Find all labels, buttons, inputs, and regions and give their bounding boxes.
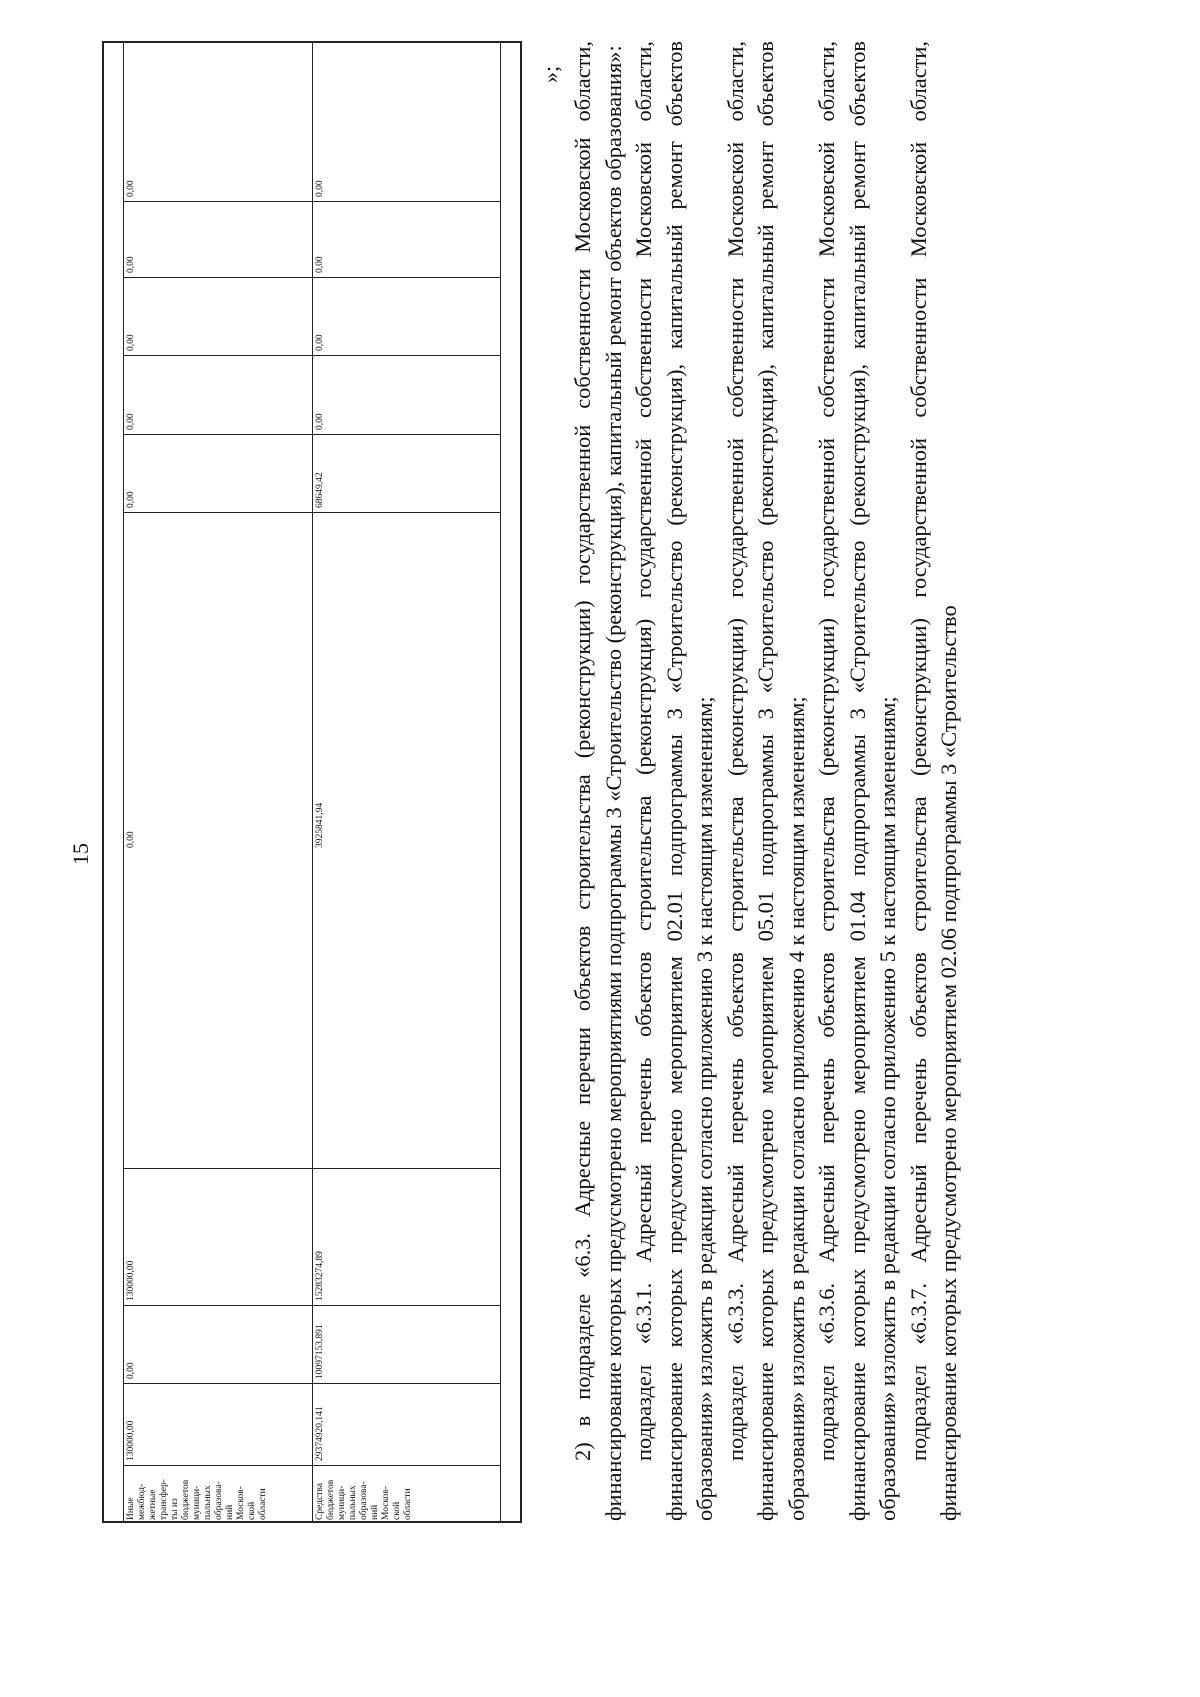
row2-value-1: 29374920,141 xyxy=(315,1406,325,1461)
row2-value-8: 0,00 xyxy=(315,256,325,273)
table-border-bottom xyxy=(520,41,522,1523)
paragraph-5: подраздел «6.3.7. Адресный перечень объектов строительства (реконструкции) государственной собственности Московской области, финансирование которых предусмотрено мероприятием 02.06 подпрограммы 3 «Строительство xyxy=(905,41,961,1521)
row1-value-6: 0,00 xyxy=(126,413,136,430)
amendment-text xyxy=(568,41,965,1521)
row1-value-1: 130000,00 xyxy=(126,1420,136,1461)
paragraph-4: подраздел «6.3.6. Адресный перечень объектов строительства (реконструкции) государственной собственности Московской области, финансирование которых предусмотрено мероприятием 01.04 подпрограммы 3 «Строительство (реконструкция), капитальный ремонт объектов образования» изложить в редакции согласно приложению 5 к настоящим изменениям; xyxy=(814,41,900,1521)
table-col-sep-6 xyxy=(123,434,500,435)
paragraph-2: подраздел «6.3.1. Адресный перечень объектов строительства (реконструкция) государственной собственности Московской области, финансирование которых предусмотрено мероприятием 02.01 подпрограммы 3 «Строительство (реконструкция), капитальный ремонт объектов образования» изложить в редакции согласно приложению 3 к настоящим изменениям; xyxy=(631,41,717,1521)
table-line-right-strip xyxy=(500,41,501,1523)
row2-value-2: 10097153,891 xyxy=(315,1324,325,1379)
row1-label: Иные межбюд- жетные трансфер- ты из бюджетов муници- пальных образова- ний Москов- ской области xyxy=(126,1479,268,1520)
table-col-sep-1 xyxy=(123,1465,500,1466)
row1-value-9: 0,00 xyxy=(126,180,136,197)
row1-value-2: 0,00 xyxy=(126,1362,136,1379)
row1-value-4: 0,00 xyxy=(126,831,136,848)
row2-value-7: 0,00 xyxy=(315,334,325,351)
row1-value-3: 130000,00 xyxy=(126,1260,136,1301)
row2-value-4: 3925841,94 xyxy=(315,802,325,848)
row2-value-6: 0,00 xyxy=(315,413,325,430)
row2-value-3: 15283274,89 xyxy=(315,1251,325,1301)
table-line-left-strip xyxy=(123,41,124,1523)
row2-value-5: 68649,42 xyxy=(315,472,325,508)
row1-value-7: 0,00 xyxy=(126,334,136,351)
table-row-separator xyxy=(312,41,313,1523)
table-col-sep-8 xyxy=(123,277,500,278)
table-col-sep-4 xyxy=(123,1168,500,1169)
table-col-sep-5 xyxy=(123,512,500,513)
paragraph-1: 2) в подразделе «6.3. Адресные перечни объектов строительства (реконструкции) государственной собственности Московской области, финансирование которых предусмотрено мероприятиями подпрограммы 3 «Строительство (реконструкция), капитальный ремонт объектов образования»: xyxy=(570,41,626,1521)
table-border-left xyxy=(102,1521,522,1523)
row1-value-5: 0,00 xyxy=(126,491,136,508)
row1-value-8: 0,00 xyxy=(126,256,136,273)
table-border-right xyxy=(102,41,522,43)
table-col-sep-3 xyxy=(123,1305,500,1306)
row2-value-9: 0,00 xyxy=(315,180,325,197)
table-col-sep-2 xyxy=(123,1383,500,1384)
budget-table xyxy=(102,41,522,1523)
row2-label: Средства бюджетов муници- пальных образова- ний Москов- ской области xyxy=(315,1479,413,1520)
table-border-top xyxy=(102,41,104,1523)
page-number: 15 xyxy=(68,843,93,865)
table-col-sep-9 xyxy=(123,201,500,202)
closing-quote: »; xyxy=(538,65,563,83)
table-col-sep-7 xyxy=(123,355,500,356)
paragraph-3: подраздел «6.3.3. Адресный перечень объектов строительства (реконструкции) государственной собственности Московской области, финансирование которых предусмотрено мероприятием 05.01 подпрограммы 3 «Строительство (реконструкция), капитальный ремонт объектов образования» изложить в редакции согласно приложению 4 к настоящим изменениям; xyxy=(722,41,809,1521)
